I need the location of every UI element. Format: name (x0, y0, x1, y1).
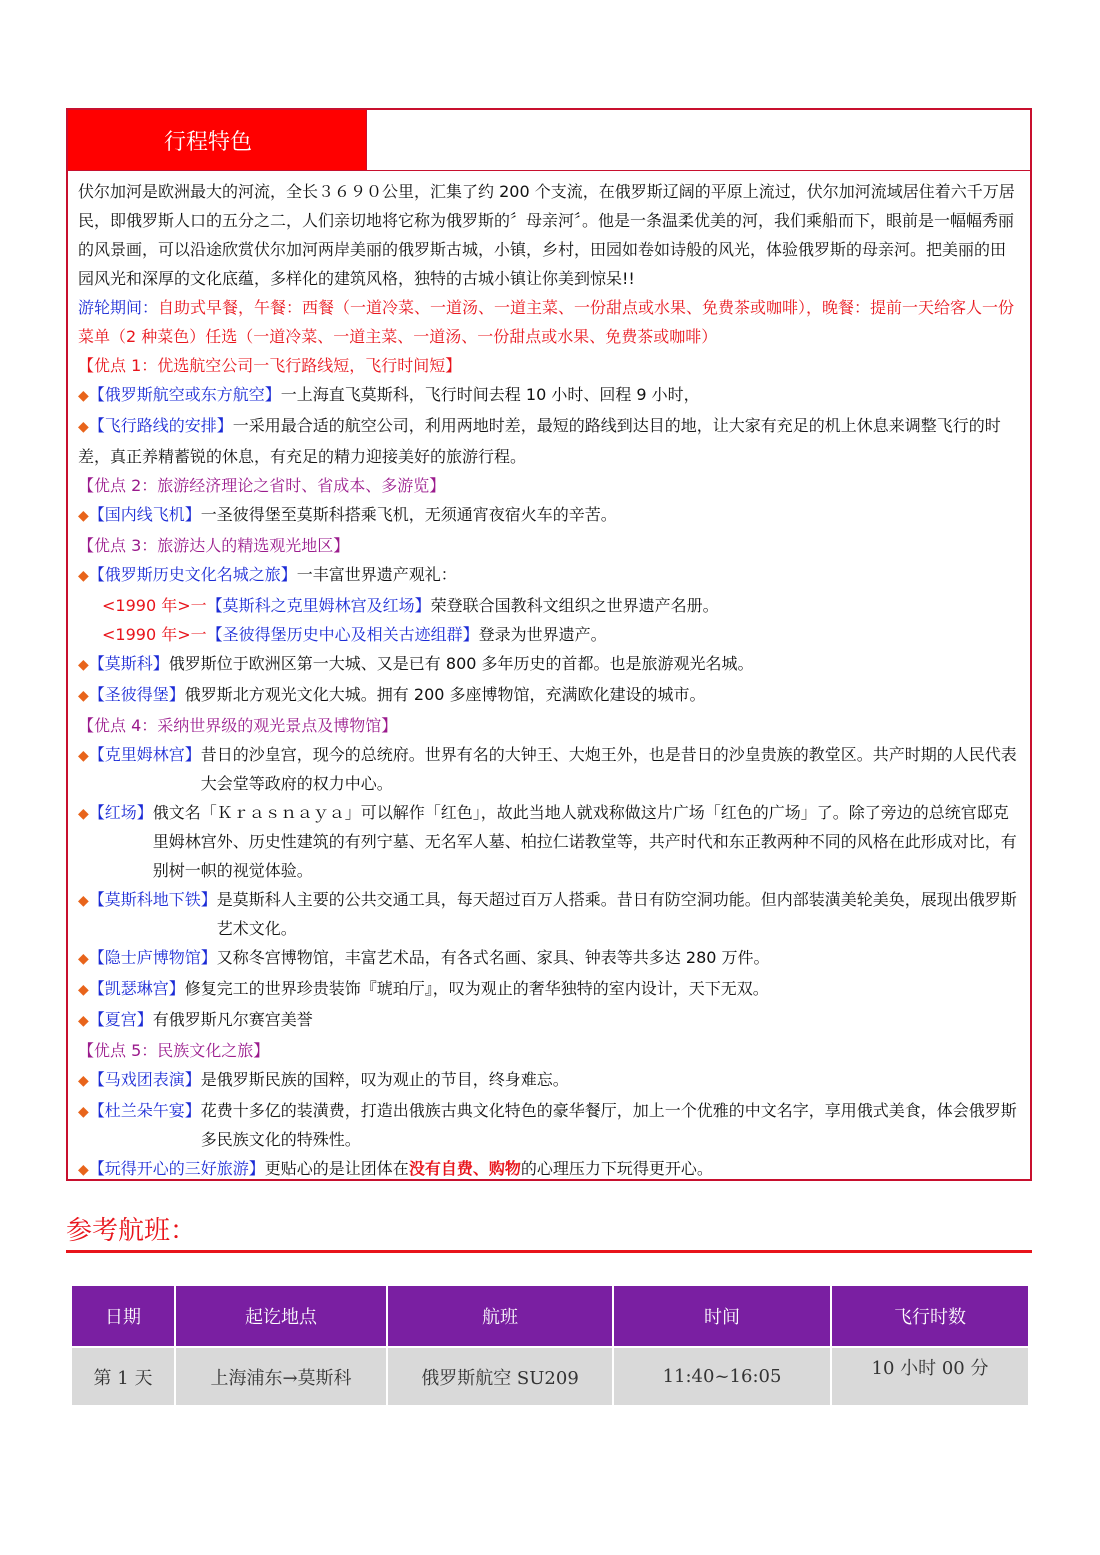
item-text: 是俄罗斯民族的国粹，叹为观止的节目，终身难忘。 (200, 1070, 569, 1089)
item-title: 【俄罗斯航空或东方航空】 (88, 385, 281, 404)
cruise-text: 自助式早餐，午餐：西餐（一道冷菜、一道汤、一道主菜、一份甜点或水果、免费茶或咖啡），晚餐：提前一天给客人一份菜单（2 种菜色）任选（一道冷菜、一道主菜、一道汤、一份甜点或水果、免费茶或咖啡） (78, 298, 1015, 346)
diamond-icon: ◆ (78, 951, 89, 967)
col-header-flight: 航班 (387, 1285, 613, 1347)
advantage-4-item (78, 798, 1020, 885)
heritage-title: 【圣彼得堡历史中心及相关古迹组群】 (206, 625, 479, 644)
diamond-icon: ◆ (78, 1073, 89, 1089)
advantage-4-item (78, 1005, 1020, 1036)
item-text: 修复完工的世界珍贵装饰『琥珀厅』，叹为观止的奢华独特的室内设计，天下无双。 (184, 979, 769, 998)
advantage-1-heading: 【优点 1：优选航空公司一飞行路线短，飞行时间短】 (78, 356, 462, 375)
flights-table-header-row (71, 1285, 1029, 1347)
cell-route: 上海浦东→莫斯科 (175, 1347, 387, 1406)
item-text: 是莫斯科人主要的公共交通工具，每天超过百万人搭乘。昔日有防空洞功能。但内部装潢美轮美奂，展现出俄罗斯艺术文化。 (216, 890, 1017, 938)
advantage-5-last-item (78, 1154, 1020, 1185)
item-text: 一上海直飞莫斯科，飞行时间去程 10 小时、回程 9 小时， (280, 385, 700, 404)
diamond-icon: ◆ (78, 508, 89, 524)
item-title: 【圣彼得堡】 (88, 685, 185, 704)
item-text: 俄罗斯北方观光文化大城。拥有 200 多座博物馆，充满欧化建设的城市。 (184, 685, 706, 704)
advantage-5-heading: 【优点 5：民族文化之旅】 (78, 1041, 270, 1060)
item-title: 【红场】 (88, 803, 153, 822)
diamond-icon: ◆ (78, 893, 89, 909)
advantage-3-heritage (78, 560, 1020, 591)
item-title: 【马戏团表演】 (88, 1070, 201, 1089)
col-header-date: 日期 (71, 1285, 175, 1347)
advantage-5-item (78, 1065, 1020, 1096)
advantage-5-item (78, 1096, 1020, 1154)
advantage-3-heading: 【优点 3：旅游达人的精选观光地区】 (78, 536, 350, 555)
features-header-tab: 行程特色 (68, 110, 366, 170)
table-row (71, 1347, 1029, 1406)
diamond-icon: ◆ (78, 419, 89, 435)
flights-heading-wrap (66, 1212, 1032, 1253)
item-title: 【莫斯科】 (88, 654, 169, 673)
item-title: 【玩得开心的三好旅游】 (88, 1159, 265, 1178)
cell-time: 11:40~16:05 (613, 1347, 831, 1406)
item-text: 俄文名「Ｋｒａｓｎａｙａ」可以解作「红色」，故此当地人就戏称做这片广场「红色的广场」了。除了旁边的总统官邸克里姆林宫外、历史性建筑的有列宁墓、无名军人墓、柏拉仁诺教堂等，共产时代和东正教两种不同的风格在此形成对比，有别树一帜的视觉体验。 (152, 803, 1017, 880)
cruise-meals-paragraph (78, 293, 1020, 351)
item-text: 有俄罗斯凡尔赛宫美誉 (152, 1010, 313, 1029)
item-text: 昔日的沙皇宫，现今的总统府。世界有名的大钟王、大炮王外，也是昔日的沙皇贵族的教堂区。共产时期的人民代表大会堂等政府的权力中心。 (200, 745, 1017, 793)
features-body (68, 171, 1030, 1185)
item-title: 【隐士庐博物馆】 (88, 948, 217, 967)
year-prefix: <1990 年>一 (102, 596, 207, 615)
cell-duration: 10 小时 00 分 (831, 1347, 1029, 1406)
item-title: 【莫斯科地下铁】 (88, 890, 217, 909)
cruise-label: 游轮期间： (78, 298, 159, 317)
diamond-icon: ◆ (78, 1013, 89, 1029)
col-header-time: 时间 (613, 1285, 831, 1347)
advantage-4-item (78, 740, 1020, 798)
intro-paragraph: 伏尔加河是欧洲最大的河流，全长３６９０公里，汇集了约 200 个支流，在俄罗斯辽阔的平原上流过，伏尔加河流域居住着六千万居民，即俄罗斯人口的五分之二，人们亲切地将它称为俄罗斯的〞母亲河〞。他是一条温柔优美的河，我们乘船而下，眼前是一幅幅秀丽的风景画，可以沿途欣赏伏尔加河两岸美丽的俄罗斯古城，小镇，乡村，田园如卷如诗般的风光，体验俄罗斯的母亲河。把美丽的田园风光和深厚的文化底蕴，多样化的建筑风格，独特的古城小镇让你美到惊呆!! (78, 182, 1015, 288)
diamond-icon: ◆ (78, 388, 89, 404)
item-text-a: 更贴心的是让团体在 (264, 1159, 409, 1178)
item-title: 【凯瑟琳宫】 (88, 979, 185, 998)
diamond-icon: ◆ (78, 688, 89, 704)
advantage-4-item (78, 974, 1020, 1005)
item-text-c: 的心理压力下玩得更开心。 (520, 1159, 713, 1178)
heritage-year-2 (78, 620, 1020, 649)
item-text: 一圣彼得堡至莫斯科搭乘飞机，无须通宵夜宿火车的辛苦。 (200, 505, 617, 524)
advantage-1-item (78, 411, 1020, 471)
diamond-icon: ◆ (78, 657, 89, 673)
advantage-4-item (78, 943, 1020, 974)
year-prefix: <1990 年>一 (102, 625, 207, 644)
item-text: 一丰富世界遗产观礼： (296, 565, 457, 584)
col-header-route: 起讫地点 (175, 1285, 387, 1347)
item-title: 【克里姆林宫】 (88, 745, 201, 764)
heritage-year-1 (78, 591, 1020, 620)
cell-date: 第 1 天 (71, 1347, 175, 1406)
flights-table (70, 1284, 1030, 1407)
item-text: 俄罗斯位于欧洲区第一大城、又是已有 800 多年历史的首都。也是旅游观光名城。 (168, 654, 754, 673)
heritage-title: 【莫斯科之克里姆林宫及红场】 (206, 596, 431, 615)
item-title: 【夏宫】 (88, 1010, 153, 1029)
diamond-icon: ◆ (78, 806, 89, 822)
item-text: 花费十多亿的装潢费，打造出俄族古典文化特色的豪华餐厅，加上一个优雅的中文名字，享用俄式美食，体会俄罗斯多民族文化的特殊性。 (200, 1101, 1017, 1149)
diamond-icon: ◆ (78, 1104, 89, 1120)
advantage-4-item (78, 885, 1020, 943)
item-title: 【俄罗斯历史文化名城之旅】 (88, 565, 297, 584)
item-title: 【杜兰朵午宴】 (88, 1101, 201, 1120)
itinerary-features-box (66, 108, 1032, 1181)
advantage-3-item (78, 680, 1020, 711)
advantage-3-item (78, 649, 1020, 680)
advantage-4-heading: 【优点 4：采纳世界级的观光景点及博物馆】 (78, 716, 398, 735)
diamond-icon: ◆ (78, 982, 89, 998)
flights-heading: 参考航班： (66, 1216, 197, 1246)
cell-flight: 俄罗斯航空 SU209 (387, 1347, 613, 1406)
col-header-duration: 飞行时数 (831, 1285, 1029, 1347)
advantage-1-item (78, 380, 1020, 411)
item-title: 【飞行路线的安排】 (88, 416, 233, 435)
advantage-2-item (78, 500, 1020, 531)
item-text-highlight: 没有自费、购物 (408, 1159, 521, 1178)
item-text: 一采用最合适的航空公司，利用两地时差，最短的路线到达目的地，让大家有充足的机上休息来调整飞行的时差，真正养精蓄锐的休息，有充足的精力迎接美好的旅游行程。 (78, 416, 1001, 466)
diamond-icon: ◆ (78, 1162, 89, 1178)
item-text: 又称冬宫博物馆，丰富艺术品，有各式名画、家具、钟表等共多达 280 万件。 (216, 948, 770, 967)
heritage-text: 登录为世界遗产。 (478, 625, 607, 644)
heritage-text: 荣登联合国教科文组织之世界遗产名册。 (430, 596, 719, 615)
features-header (68, 110, 1030, 171)
item-title: 【国内线飞机】 (88, 505, 201, 524)
diamond-icon: ◆ (78, 568, 89, 584)
advantage-2-heading: 【优点 2：旅游经济理论之省时、省成本、多游览】 (78, 476, 446, 495)
features-header-blank (366, 110, 1030, 170)
diamond-icon: ◆ (78, 748, 89, 764)
